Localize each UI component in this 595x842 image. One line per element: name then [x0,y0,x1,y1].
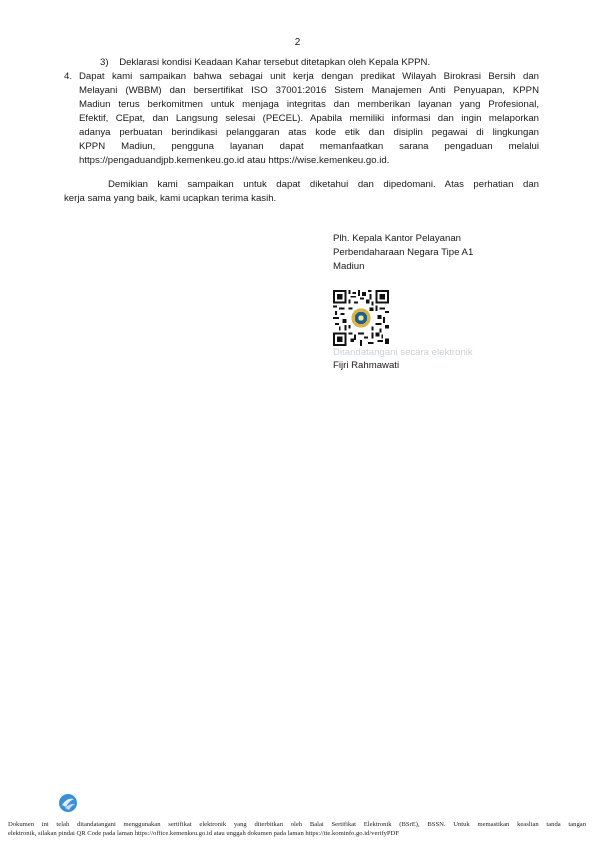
closing-paragraph [64,178,539,206]
signatory-title: Perbendaharaan Negara Tipe A1 [333,247,474,258]
footer-line: elektronik, silakan pindai QR Code pada laman https://office.kemenkeu.go.id atau unggah dokumen pada laman https://tte.kominfo.go.id/verifyPDF [8,830,400,837]
paragraph-line: Demikian kami sampaikan untuk dapat diketahui dan dipedomani. Atas perhatian dan [108,179,539,190]
signatory-office: Madiun [333,261,365,272]
list-marker: 3) [100,57,109,68]
page-number: 2 [294,37,301,48]
paragraph-line: Melayani (WBBM) dan bersertifikat ISO 37001:2016 Sistem Manajemen Anti Penyuapan, KPPN [79,85,539,96]
signatory-title: Plh. Kepala Kantor Pelayanan [333,233,462,244]
signer-name: Fijri Rahmawati [333,360,400,371]
list-item-text: Deklarasi kondisi Keadaan Kahar tersebut ditetapkan oleh Kepala KPPN. [119,57,431,68]
list-marker: 4. [64,71,73,82]
paragraph-line: kerja sama yang baik, kami ucapkan terima kasih. [64,193,277,204]
footer-note [8,820,586,838]
signature-block [333,232,533,274]
paragraph-line: KPPN Madiun, pengguna layanan dapat memanfaatkan sarana pengaduan melalui [79,141,539,152]
paragraph-line: adanya perbuatan berindikasi pelanggaran atas kode etik dan disiplin pegawai di lingkungan [79,127,539,138]
bsre-logo-icon [58,793,78,813]
paragraph-line: Efektif, CEpat, dan Langsung selesai (PECEL). Apabila memiliki informasi dan ingin melaporkan [79,113,539,124]
paragraph-line: Dapat kami sampaikan bahwa sebagai unit kerja dengan predikat Wilayah Birokrasi Bersih dan [79,71,539,82]
qr-code-icon[interactable] [333,290,389,346]
esign-note: Ditandatangani secara elektronik [333,347,473,358]
list-item-4 [79,70,539,168]
footer-line: Dokumen ini telah ditandatangani menggunakan sertifikat elektronik yang diterbitkan oleh Balai Sertifikat Elektronik (BSrE), BSSN. Untuk memastikan keaslian tanda tangan [8,821,586,828]
paragraph-line: https://pengaduandjpb.kemenkeu.go.id atau https://wise.kemenkeu.go.id. [79,155,390,166]
list-item-3 [100,56,430,70]
paragraph-line: Madiun terus berkomitmen untuk menjaga integritas dan memberikan layanan yang Profesional, [79,99,539,110]
